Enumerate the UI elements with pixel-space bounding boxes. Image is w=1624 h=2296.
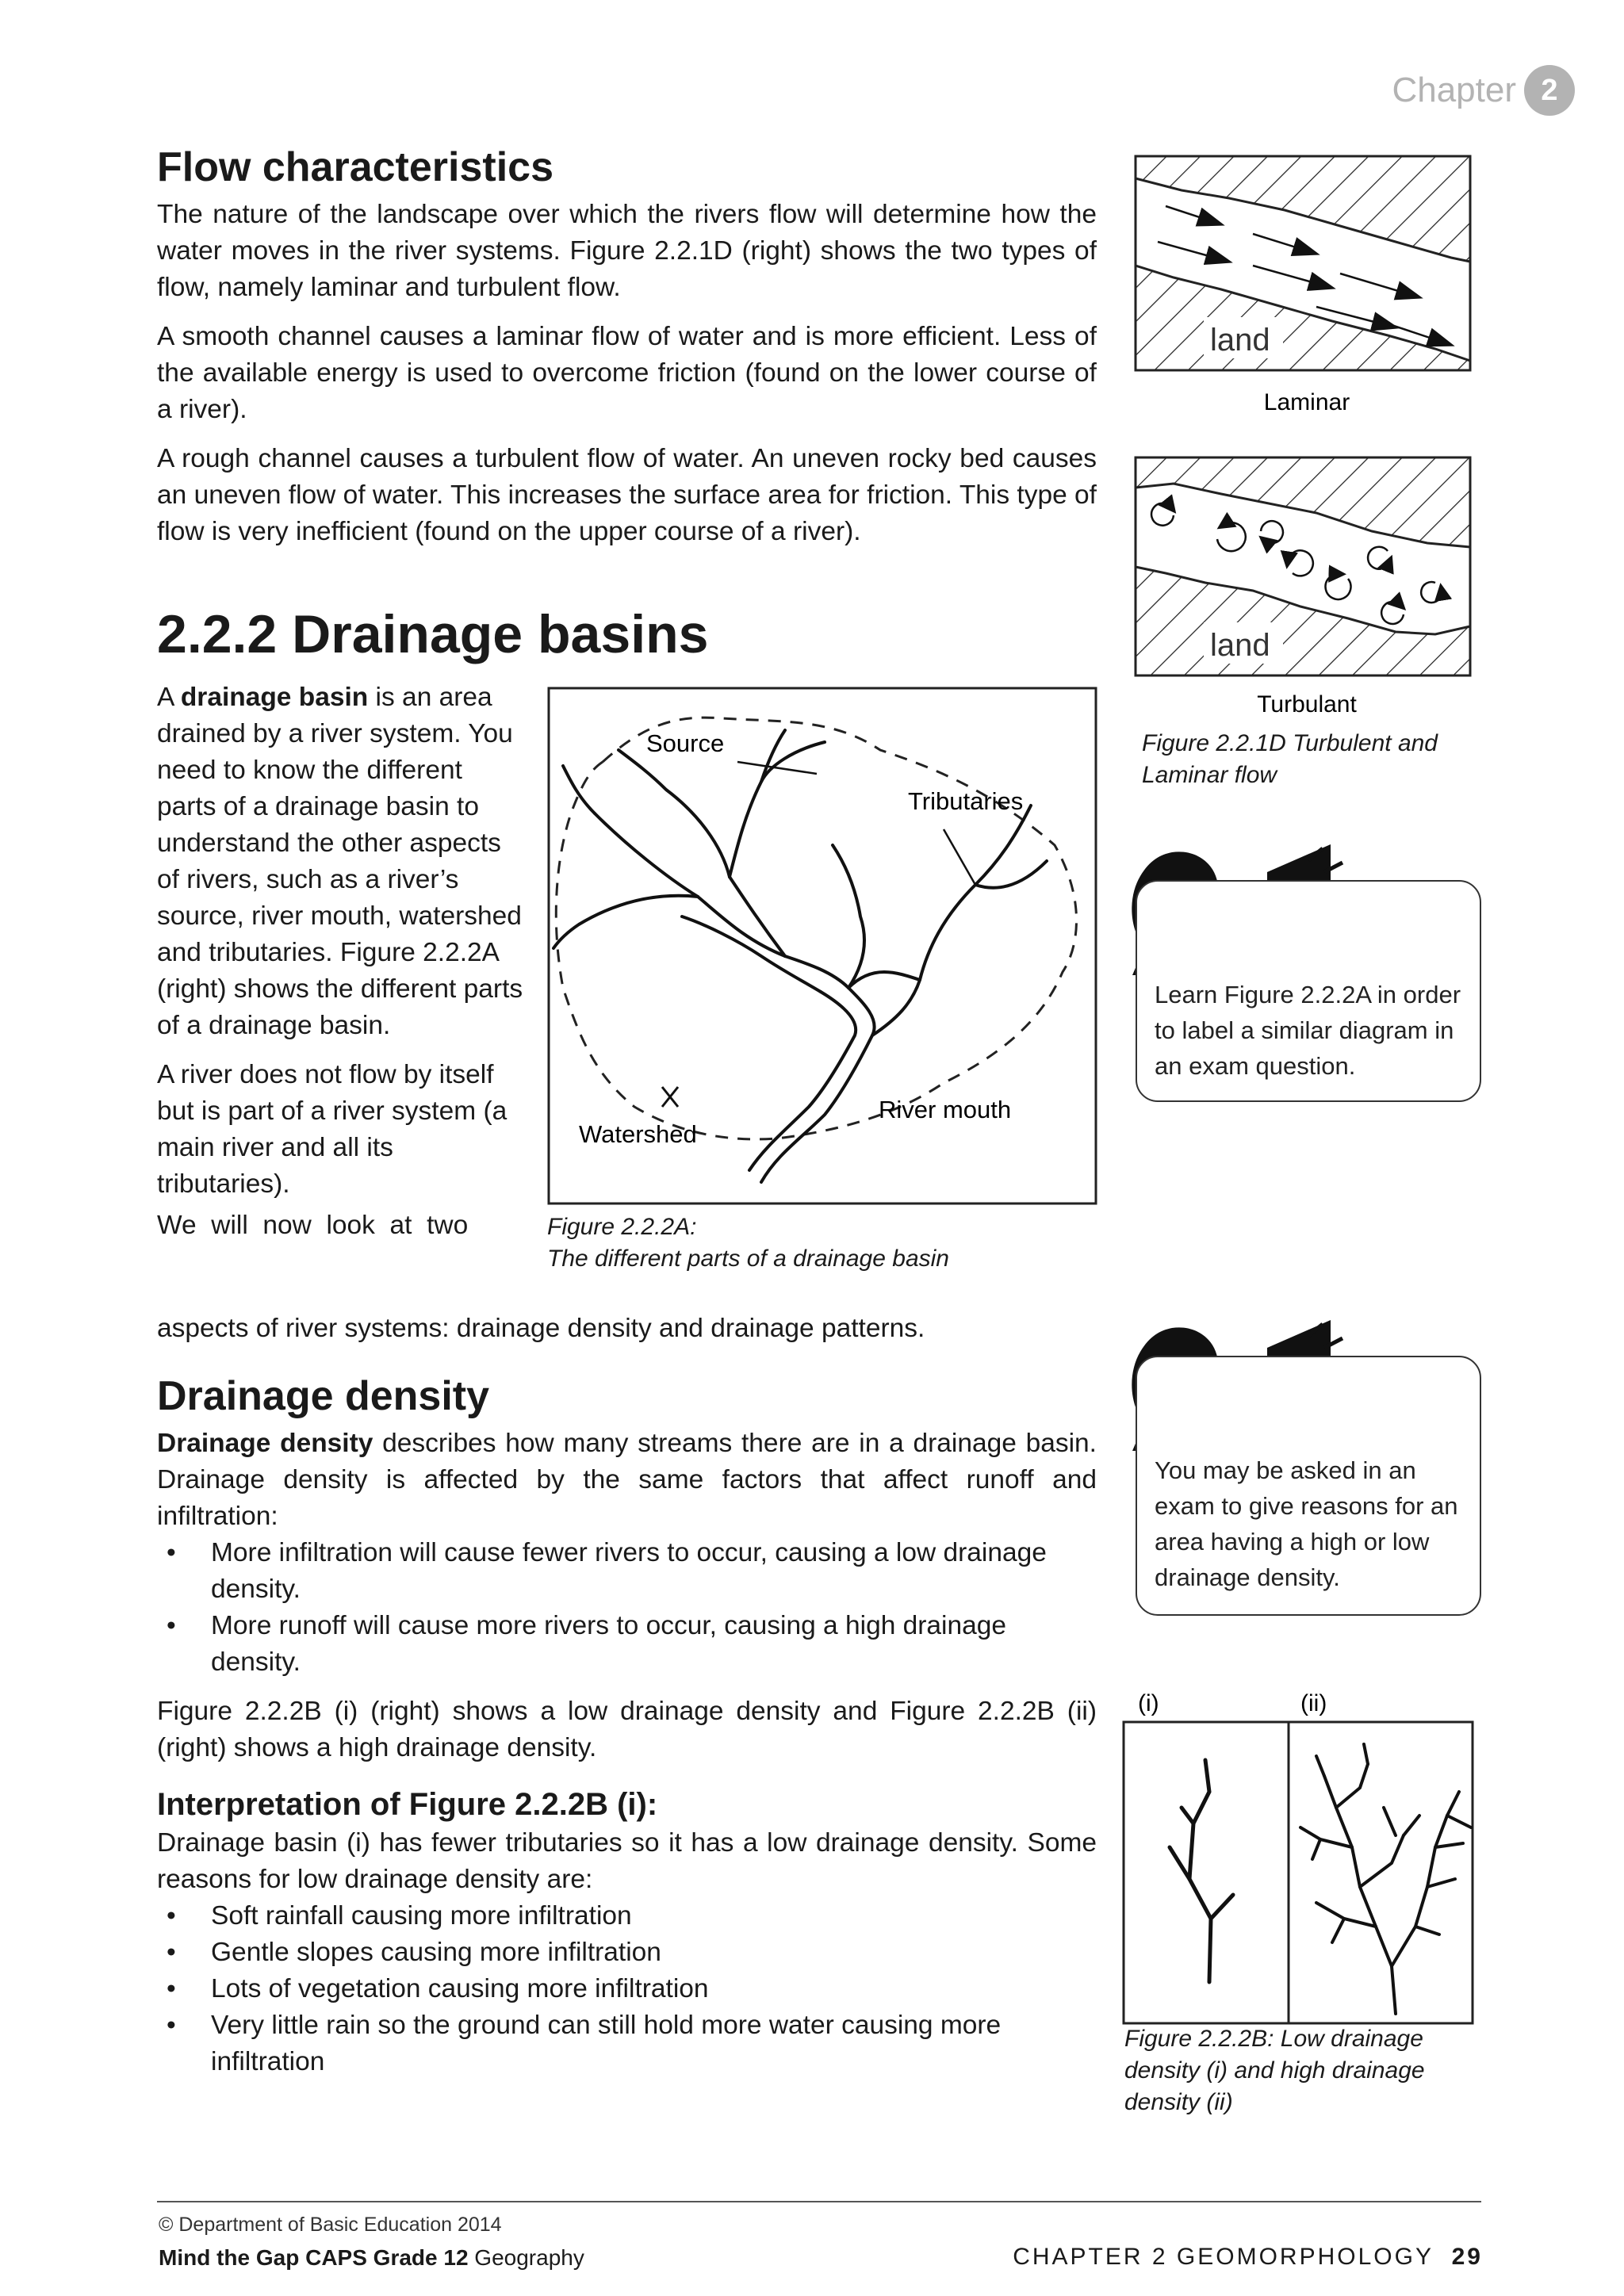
turbulent-land-label: land [1210,628,1270,663]
nb-text-2: You may be asked in an exam to give reasons for an area having a high or low drainage density. [1155,1456,1458,1591]
footer-book-title: Mind the Gap CAPS Grade 12 Geography [159,2245,584,2270]
drainage-basin-caption [547,1211,1102,1275]
footer-chapter [1013,2244,1483,2271]
laminar-label: Laminar [1263,389,1350,415]
page-number: 29 [1451,2244,1483,2270]
chapter-label: Chapter [1392,71,1516,109]
flow-section [157,143,1097,550]
drainage-density-figure [1122,1681,1487,2030]
interpretation-bullet-3: • Lots of vegetation causing more infiltration [157,1971,1097,2007]
drainage-density-term: Drainage density [157,1429,373,1459]
drainage-basin-figure [547,687,1102,1206]
density-paragraph-2: Figure 2.2.2B (i) (right) shows a low drainage density and Figure 2.2.2B (ii) (right) shows a high drainage density. [157,1697,1097,1763]
source-label: Source [646,729,725,757]
interpretation-paragraph: Drainage basin (i) has fewer tributaries so it has a low drainage density. Some reasons for low drainage density are: [157,1828,1097,1895]
density-label-i: (i) [1138,1690,1159,1716]
tributaries-label: Tributaries [908,787,1024,815]
interpretation-bullet-4: • Very little rain so the ground can still hold more water causing more infiltration [157,2007,1097,2080]
chapter-number: 2 [1524,65,1575,116]
density-heading: Drainage density [157,1373,490,1419]
density-bullet-1: • More infiltration will cause fewer rivers to occur, causing a low drainage density. [157,1535,1097,1608]
flow-paragraph-2: A smooth channel causes a laminar flow of water and is more efficient. Less of the available energy is used to overcome friction (found on the lower course of a river). [157,322,1097,425]
interpretation-bullet-2: • Gentle slopes causing more infiltration [157,1934,1097,1971]
density-bullets [157,1535,1097,1681]
nb-box-2 [1136,1356,1481,1616]
chapter-tab [1392,65,1624,116]
basins-paragraph-1: A drainage basin is an area drained by a river system. You need to know the different parts of a drainage basin to understand the other aspects of rivers, such as a river’s source, river mouth, watershed and tributaries. Figure 2.2.2A (right) shows the different parts of a drainage basin. [157,683,523,1040]
basins-text [157,679,523,1244]
nb-text-1: Learn Figure 2.2.2A in order to label a similar diagram in an exam question. [1155,981,1461,1080]
river-mouth-label: River mouth [879,1096,1012,1123]
flow-paragraph-3: A rough channel causes a turbulent flow of water. An uneven rocky bed causes an uneven flow of water. This increases the surface area for friction. This type of flow is very inefficient (found on the upper course of a river). [157,444,1097,547]
density-section [157,1372,1097,2080]
interpretation-bullet-1: • Soft rainfall causing more infiltration [157,1898,1097,1934]
flow-figure-caption: Figure 2.2.1D Turbulent and Laminar flow [1142,730,1438,788]
turbulent-label: Turbulant [1257,691,1357,718]
flow-heading: Flow characteristics [157,144,553,190]
nb-box-1 [1136,880,1481,1102]
basins-paragraph-3-line-1: We will now look at two [157,1211,469,1240]
basins-heading: 2.2.2 Drainage basins [157,604,709,664]
footer-rule [157,2201,1481,2202]
drainage-basin-caption-line-2: The different parts of a drainage basin [547,1246,949,1272]
footer-chapter-title: CHAPTER 2 GEOMORPHOLOGY [1013,2244,1434,2270]
laminar-land-label: land [1210,323,1270,358]
watershed-label: Watershed [579,1120,697,1148]
density-label-ii: (ii) [1300,1690,1327,1716]
density-paragraph-1: Drainage density describes how many streams there are in a drainage basin. Drainage density is affected by the same factors that affect runoff and infiltration: [157,1429,1097,1532]
drainage-basin-term: drainage basin [180,683,369,712]
drainage-density-caption: Figure 2.2.2B: Low drainage density (i) and high drainage density (ii) [1124,2026,1425,2115]
basins-paragraph-2: A river does not flow by itself but is part of a river system (a main river and all its tributaries). [157,1060,508,1199]
footer-copyright: © Department of Basic Education 2014 [159,2214,502,2236]
flow-figure [1134,155,1491,718]
turbulent-diagram [1136,457,1470,675]
density-bullet-2: • More runoff will cause more rivers to occur, causing a high drainage density. [157,1608,1097,1681]
interpretation-bullets [157,1898,1097,2080]
basins-paragraph-3-line-2: aspects of river systems: drainage density and drainage patterns. [157,1314,925,1343]
drainage-basin-caption-line-1: Figure 2.2.2A: [547,1214,697,1240]
interpretation-heading: Interpretation of Figure 2.2.2B (i): [157,1787,658,1823]
flow-paragraph-1: The nature of the landscape over which the rivers flow will determine how the water moves in the river systems. Figure 2.2.1D (right) shows the two types of flow, namely laminar and turbulent flow. [157,200,1097,303]
laminar-diagram [1136,156,1470,370]
